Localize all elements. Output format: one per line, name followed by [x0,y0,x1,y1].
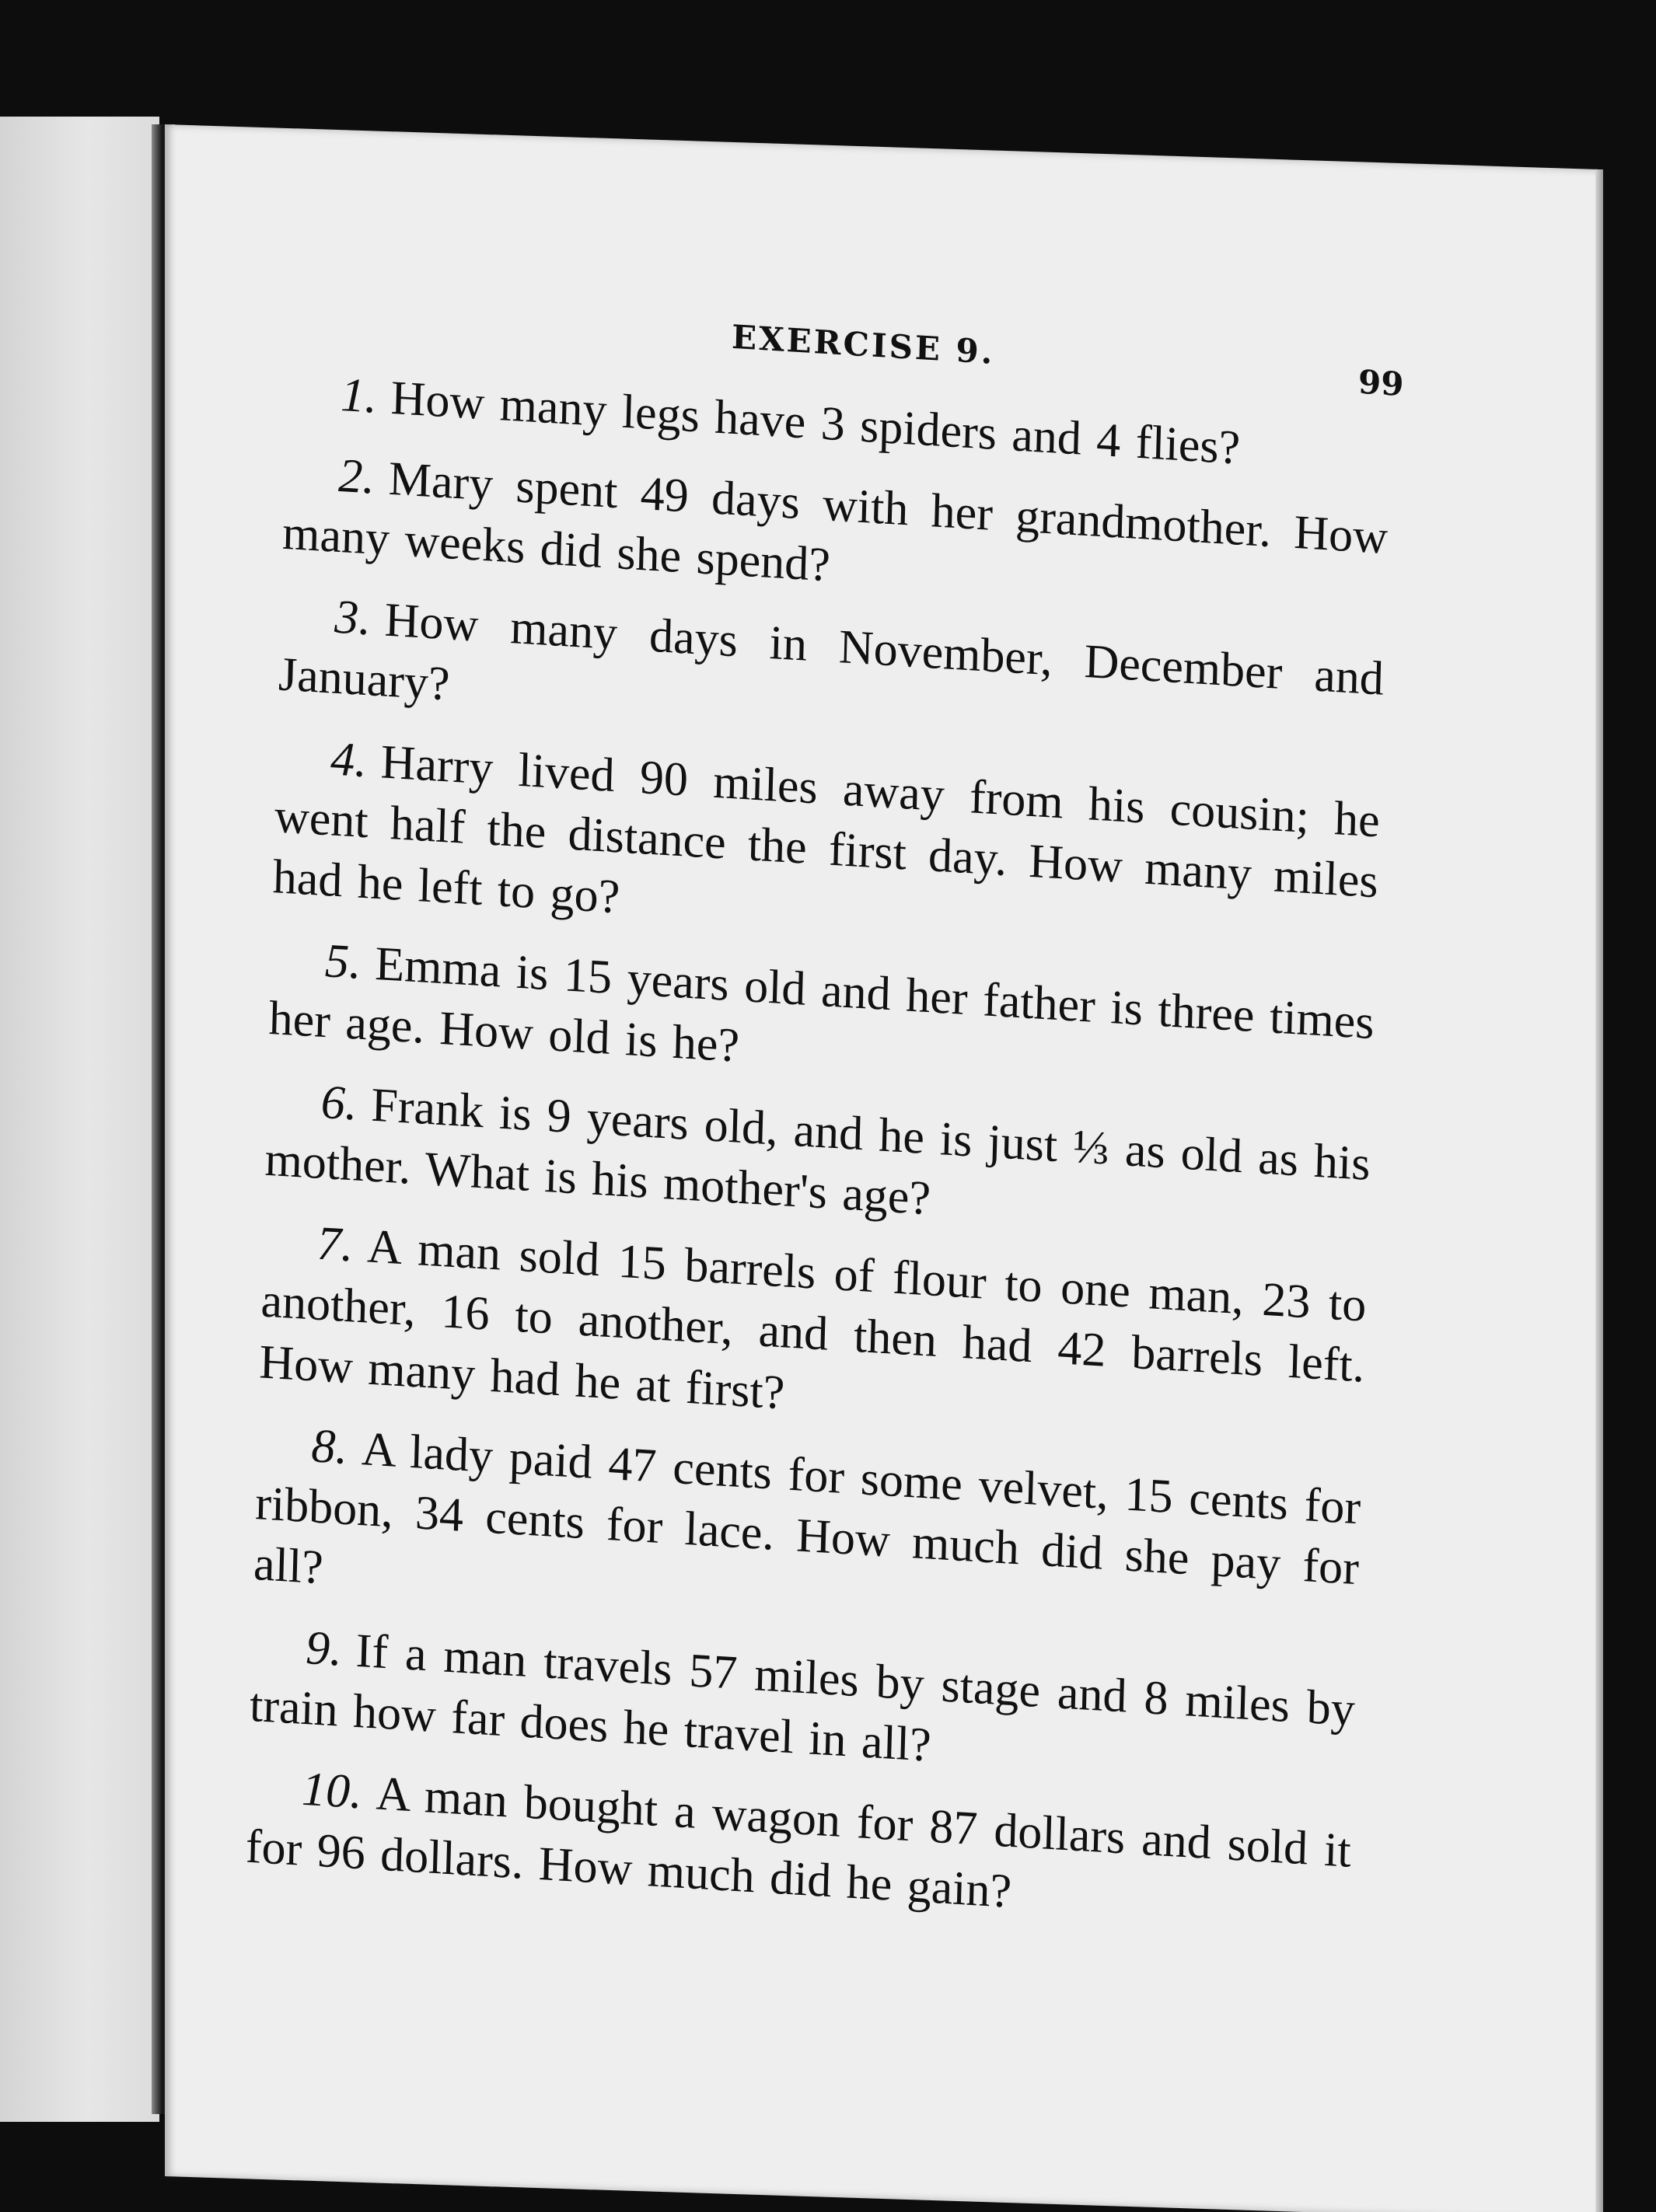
problem-4 [272,725,1381,972]
page-edge [1595,169,1603,2212]
problem-text: Mary spent 49 days with her grandmother. How many weeks did she spend? [281,452,1389,592]
problem-number: 2. [337,449,376,504]
facing-page-edge [0,117,159,2122]
problem-number: 7. [316,1216,355,1272]
page-text [244,291,1405,1963]
problem-number: 3. [334,591,372,646]
problem-text: A lady paid 47 cents for some velvet, 15 cents for ribbon, 34 cents for lace. How much did she pay for all? [253,1422,1361,1596]
problem-8 [253,1412,1361,1659]
problem-number: 1. [340,368,378,424]
problem-text: If a man travels 57 miles by stage and 8 miles by train how far does he travel in all? [249,1624,1356,1772]
problem-number: 8. [310,1418,349,1474]
problem-number: 9. [305,1621,343,1676]
problem-text: A man bought a wagon for 87 dollars and sold it for 96 dollars. How much did he gain? [245,1767,1352,1919]
problem-text: How many legs have 3 spiders and 4 flies? [390,371,1242,475]
problem-text: How many days in November, December and January? [278,593,1385,711]
problem-number: 4. [330,732,368,787]
page-number: 99 [1357,362,1405,404]
problem-number: 6. [320,1076,358,1131]
problem-7 [258,1210,1367,1457]
problem-number: 10. [301,1762,363,1819]
exercise-heading: EXERCISE 9. [731,317,996,372]
book-page [165,124,1603,2212]
problem-text: Frank is 9 years old, and he is just ⅓ as old as his mother. What is his mother's age? [264,1078,1371,1226]
problem-text: A man sold 15 barrels of flour to one man, 23 to another, 16 to another, and then had 42 barrels left. How many had he at first? [258,1219,1368,1419]
problem-text: Harry lived 90 miles away from his cousin; he went half the distance the first day. How many miles had he left to go? [272,734,1381,924]
problem-text: Emma is 15 years old and her father is three times her age. How old is he? [267,937,1375,1073]
problem-number: 5. [324,934,362,989]
